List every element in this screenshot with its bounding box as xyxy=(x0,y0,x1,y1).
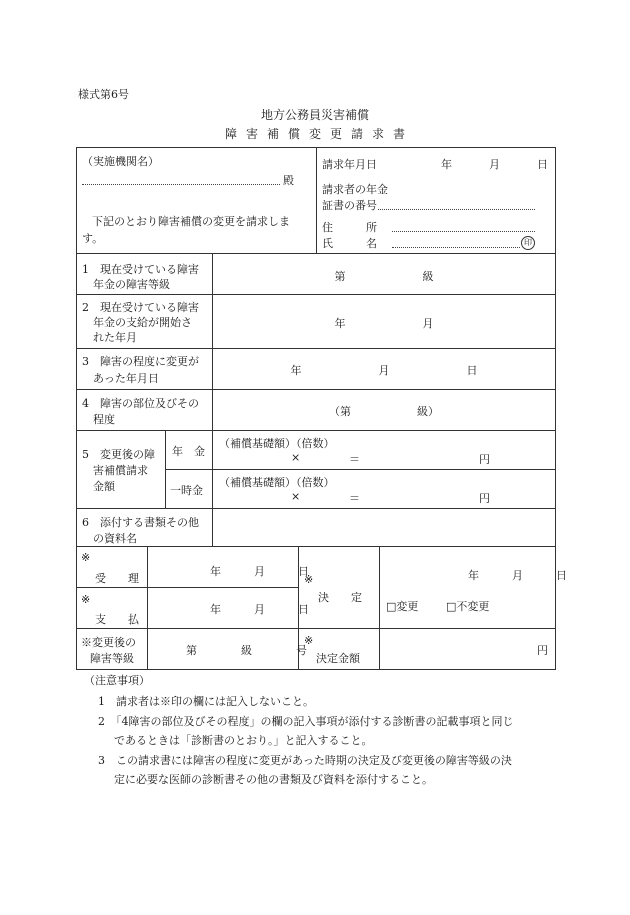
note-3b: 定に必要な医師の診断書その他の書類及び資料を添付すること。 xyxy=(114,773,433,786)
annual-formula-label: （補償基礎額）（倍数） xyxy=(219,437,335,450)
decision-kome: ※ xyxy=(304,573,314,586)
receipt-date: 年 月 日 xyxy=(210,565,309,578)
row5-label-1: 5 変更後の障 xyxy=(82,448,155,461)
payment-kome: ※ xyxy=(81,593,91,606)
note-2a: 2 「4障害の部位及びその程度」の欄の記入事項が添付する診断書の記載事項と同じ xyxy=(98,715,514,728)
row6-label-2: の資料名 xyxy=(82,532,137,545)
decision-amount-label: 決定金額 xyxy=(316,652,360,665)
row1-label-1: 1 現在受けている障害 xyxy=(82,263,199,276)
annual-label: 年 金 xyxy=(172,445,205,458)
row2-label-2: 年金の支給が開始さ xyxy=(82,316,192,329)
request-text-line2: す。 xyxy=(82,232,104,245)
row1-value[interactable]: 第 級 xyxy=(334,270,434,283)
address-label: 住 所 xyxy=(322,221,377,234)
lump-times: × xyxy=(291,490,301,503)
annual-equals: ＝ xyxy=(349,453,360,466)
annual-yen: 円 xyxy=(479,453,490,466)
row2-label-1: 2 現在受けている障害 xyxy=(82,301,199,314)
row1-label-2: 年金の障害等級 xyxy=(82,278,170,291)
row4-label-2: 程度 xyxy=(82,413,115,426)
note-3a: 3 この請求書には障害の程度に変更があった時期の決定及び変更後の障害等級の決 xyxy=(98,754,512,767)
request-text-line1: 下記のとおり障害補償の変更を請求しま xyxy=(92,215,290,228)
note-1: 1 請求者は※印の欄には記入しないこと。 xyxy=(98,695,314,708)
receipt-label: 受 理 xyxy=(95,572,139,585)
request-date-label: 請求年月日 xyxy=(322,158,377,171)
form-subtitle: 障害補償変更請求書 xyxy=(224,127,414,141)
row2-label-3: れた年月 xyxy=(82,331,137,344)
lump-formula-label: （補償基礎額）（倍数） xyxy=(219,476,335,489)
row6-value-field[interactable] xyxy=(213,509,555,546)
pension-no-label-1: 請求者の年金 xyxy=(322,183,388,196)
row6-label-1: 6 添付する書類その他 xyxy=(82,516,199,529)
decision-amount-yen: 円 xyxy=(537,644,548,657)
dono-label: 殿 xyxy=(283,174,294,187)
address-field[interactable] xyxy=(392,231,535,232)
name-label: 氏 名 xyxy=(322,237,377,250)
form-number: 様式第6号 xyxy=(78,88,129,101)
decision-date: 年 月 日 xyxy=(468,569,567,582)
row4-value[interactable]: （第 級） xyxy=(329,405,439,418)
row3-label-2: あった年月日 xyxy=(82,372,159,385)
decision-label: 決 定 xyxy=(318,591,362,604)
agency-label: （実施機関名） xyxy=(82,155,159,168)
receipt-kome: ※ xyxy=(81,551,91,564)
pension-no-label-2: 証書の番号 xyxy=(322,199,377,212)
payment-label: 支 払 xyxy=(95,613,139,626)
lump-yen: 円 xyxy=(479,492,490,505)
request-date-month: 月 xyxy=(489,158,500,171)
row5-label-2: 害補償請求 xyxy=(82,464,148,477)
row5-label-3: 金額 xyxy=(82,480,115,493)
annual-times: × xyxy=(291,451,301,464)
note-2b: であるときは「診断書のとおり。」と記入すること。 xyxy=(114,734,373,747)
name-field[interactable] xyxy=(392,247,520,248)
row3-label-1: 3 障害の程度に変更が xyxy=(82,355,199,368)
decision-amount-kome: ※ xyxy=(304,634,314,647)
notes-heading: （注意事項） xyxy=(84,674,150,687)
form-title: 地方公務員災害補償 xyxy=(260,108,369,122)
pension-no-field[interactable] xyxy=(378,209,535,210)
row2-value[interactable]: 年 月 xyxy=(334,317,434,330)
seal-mark: 印 xyxy=(521,235,535,250)
grade-after-value: 第 級 号 xyxy=(186,644,307,657)
grade-after-label-2: 障害等級 xyxy=(90,652,134,665)
row4-label-1: 4 障害の部位及びその xyxy=(82,397,199,410)
grade-after-label-1: ※変更後の xyxy=(81,636,136,649)
row3-value[interactable]: 年 月 日 xyxy=(290,364,478,377)
nochange-option[interactable]: □不変更 xyxy=(446,600,490,613)
lump-equals: ＝ xyxy=(349,492,360,505)
lump-label: 一時金 xyxy=(170,484,203,497)
payment-date: 年 月 日 xyxy=(210,603,309,616)
agency-name-field[interactable] xyxy=(82,184,280,185)
change-option[interactable]: □変更 xyxy=(386,600,419,613)
request-date-year: 年 xyxy=(441,158,452,171)
request-date-day: 日 xyxy=(537,158,548,171)
